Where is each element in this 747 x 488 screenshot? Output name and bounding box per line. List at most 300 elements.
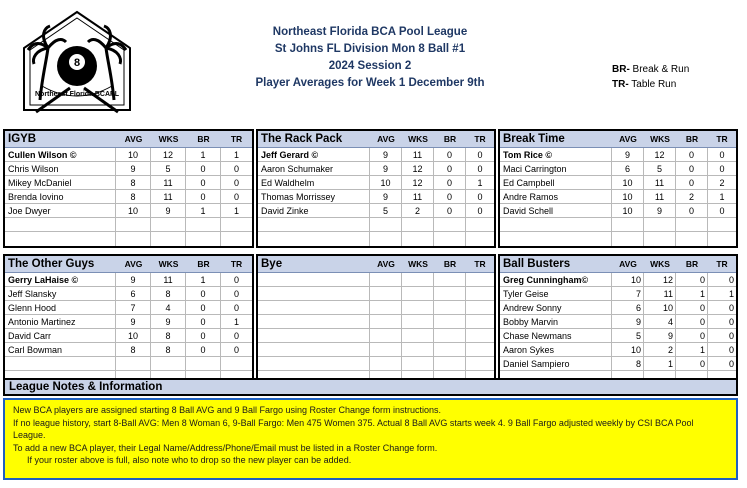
player-name [258, 218, 370, 231]
player-wks: 11 [644, 287, 676, 300]
player-br: 0 [676, 204, 708, 217]
player-wks: 12 [644, 273, 676, 286]
player-avg [612, 218, 644, 231]
team-header [258, 256, 494, 273]
player-row [500, 218, 736, 232]
player-avg: 9 [116, 273, 151, 286]
player-tr: 0 [233, 163, 239, 174]
player-avg: 10 [612, 190, 644, 203]
player-tr [221, 232, 252, 246]
player-wks: 8 [151, 343, 186, 356]
player-br [434, 232, 466, 246]
player-avg: 9 [612, 315, 644, 328]
player-wks: 11 [644, 190, 676, 203]
player-tr: 0 [477, 205, 483, 216]
player-name: Brenda Iovino [5, 190, 116, 203]
player-tr [466, 273, 494, 286]
player-br: 1 [186, 204, 221, 217]
title-line-session: 2024 Session 2 [328, 60, 412, 72]
player-name [500, 218, 612, 231]
player-avg [612, 232, 644, 246]
column-header: BR [685, 259, 699, 269]
player-tr: 0 [728, 330, 734, 341]
player-tr: 0 [719, 149, 725, 160]
player-tr [466, 301, 494, 314]
player-tr: 0 [728, 316, 734, 327]
player-row [5, 273, 252, 287]
player-wks [644, 232, 676, 246]
column-header: AVG [619, 259, 637, 269]
player-avg: 9 [370, 162, 402, 175]
player-row [500, 287, 736, 301]
player-name [5, 232, 116, 246]
player-avg [370, 357, 402, 370]
player-br: 1 [186, 148, 221, 161]
column-header: BR [685, 134, 699, 144]
player-name: Thomas Morrissey [258, 190, 370, 203]
player-wks: 8 [151, 287, 186, 300]
player-wks: 10 [644, 301, 676, 314]
title-line-division: St Johns FL Division Mon 8 Ball #1 [274, 43, 466, 55]
player-wks: 5 [644, 162, 676, 175]
player-name: Joe Dwyer [5, 204, 116, 217]
player-tr [221, 218, 252, 231]
player-wks: 2 [402, 204, 434, 217]
player-br: 0 [676, 148, 708, 161]
player-row [5, 162, 252, 176]
player-wks: 11 [151, 273, 186, 286]
player-avg: 8 [612, 357, 644, 370]
player-row [500, 301, 736, 315]
player-name: Carl Bowman [5, 343, 116, 356]
column-header: WKS [408, 134, 428, 144]
player-row [258, 176, 494, 190]
player-row [5, 218, 252, 232]
player-br [434, 287, 466, 300]
player-wks [402, 315, 434, 328]
player-avg: 10 [370, 176, 402, 189]
column-header: AVG [619, 134, 637, 144]
player-row [258, 343, 494, 357]
player-name: Gerry LaHaise © [5, 273, 116, 286]
team-name: The Other Guys [8, 258, 95, 270]
player-tr: 0 [477, 191, 483, 202]
player-name: Aaron Schumaker [258, 162, 370, 175]
team-header [500, 256, 736, 273]
player-name [258, 287, 370, 300]
player-name: Ed Waldhelm [258, 176, 370, 189]
player-name: Andre Ramos [500, 190, 612, 203]
player-wks [402, 343, 434, 356]
player-row [258, 148, 494, 162]
player-br [434, 357, 466, 370]
player-br: 0 [434, 148, 466, 161]
player-row [500, 273, 736, 287]
player-br [676, 232, 708, 246]
player-row [5, 357, 252, 371]
player-avg [370, 232, 402, 246]
logo-text: Northeast Florida BCAPL [34, 91, 120, 98]
player-br [186, 218, 221, 231]
player-avg [116, 218, 151, 231]
player-tr [708, 232, 736, 246]
player-tr: 1 [477, 177, 483, 188]
player-br [434, 343, 466, 356]
player-name [258, 357, 370, 370]
player-tr: 0 [233, 330, 239, 341]
player-row [258, 204, 494, 218]
player-avg: 5 [370, 204, 402, 217]
player-name: Bobby Marvin [500, 315, 612, 328]
player-row [5, 232, 252, 246]
player-tr [466, 343, 494, 356]
player-br: 0 [434, 162, 466, 175]
player-tr: 0 [233, 191, 239, 202]
player-wks [402, 329, 434, 342]
player-avg [116, 357, 151, 370]
player-row [5, 204, 252, 218]
player-br: 0 [186, 190, 221, 203]
legend-table-run: TR- Table Run [612, 79, 677, 90]
player-avg [370, 273, 402, 286]
player-br: 1 [676, 287, 708, 300]
player-br: 0 [676, 273, 708, 286]
player-br [186, 357, 221, 370]
player-br: 1 [676, 343, 708, 356]
team-table [498, 254, 738, 387]
player-row [500, 204, 736, 218]
player-row [500, 162, 736, 176]
column-header: TR [230, 134, 243, 144]
player-tr: 1 [233, 316, 239, 327]
team-header [5, 131, 252, 148]
page-header [0, 0, 747, 128]
player-tr [708, 218, 736, 231]
player-tr [466, 287, 494, 300]
player-name: Antonio Martinez [5, 315, 116, 328]
player-row [258, 232, 494, 246]
player-br: 0 [186, 287, 221, 300]
column-header: BR [197, 259, 210, 269]
player-avg: 8 [116, 190, 151, 203]
player-avg: 8 [116, 176, 151, 189]
player-br: 0 [676, 301, 708, 314]
player-avg [370, 329, 402, 342]
note-line: If your roster above is full, also note who to drop so the new player can be added. [27, 455, 352, 465]
team-table [3, 254, 254, 387]
note-line: New BCA players are assigned starting 8 Ball AVG and 9 Ball Fargo using Roster Change form instructions. [13, 405, 442, 415]
column-header: WKS [650, 134, 670, 144]
player-wks [151, 232, 186, 246]
column-header: AVG [124, 259, 143, 269]
player-wks [151, 357, 186, 370]
player-br [186, 232, 221, 246]
player-wks [402, 232, 434, 246]
player-tr [466, 329, 494, 342]
league-logo [18, 8, 136, 120]
player-avg: 10 [116, 148, 151, 161]
player-tr: 0 [728, 274, 734, 285]
player-tr: 1 [728, 288, 734, 299]
abbreviation-legend [612, 62, 689, 92]
player-name: Glenn Hood [5, 301, 116, 314]
column-header: TR [474, 259, 486, 269]
player-br: 0 [676, 357, 708, 370]
team-table [3, 129, 254, 248]
player-row [258, 357, 494, 371]
player-br: 0 [434, 190, 466, 203]
player-avg [370, 218, 402, 231]
player-wks: 11 [151, 176, 186, 189]
player-row [258, 315, 494, 329]
team-table [256, 254, 496, 387]
player-name: Tom Rice © [500, 148, 612, 161]
player-avg [370, 301, 402, 314]
team-name: Break Time [503, 133, 565, 145]
player-avg: 10 [612, 176, 644, 189]
player-name: David Zinke [258, 204, 370, 217]
column-header: TR [716, 259, 728, 269]
player-tr [466, 315, 494, 328]
player-wks [151, 218, 186, 231]
player-wks: 2 [644, 343, 676, 356]
player-row [500, 329, 736, 343]
player-br [434, 273, 466, 286]
player-name: Ed Campbell [500, 176, 612, 189]
player-name [258, 329, 370, 342]
team-table [498, 129, 738, 248]
player-avg: 6 [612, 301, 644, 314]
player-avg: 6 [612, 162, 644, 175]
player-name: Greg Cunningham© [500, 273, 612, 286]
player-avg: 9 [116, 315, 151, 328]
player-row [500, 148, 736, 162]
player-br: 0 [676, 315, 708, 328]
player-wks: 11 [402, 148, 434, 161]
player-row [500, 176, 736, 190]
player-row [258, 190, 494, 204]
player-avg [116, 232, 151, 246]
player-name: Jeff Slansky [5, 287, 116, 300]
player-row [258, 273, 494, 287]
player-wks: 12 [151, 148, 186, 161]
player-avg: 10 [612, 343, 644, 356]
player-br [434, 329, 466, 342]
player-name [258, 232, 370, 246]
player-name: Aaron Sykes [500, 343, 612, 356]
player-wks [402, 301, 434, 314]
player-avg: 8 [116, 343, 151, 356]
player-tr: 0 [728, 358, 734, 369]
column-header: BR [443, 259, 457, 269]
player-name: David Schell [500, 204, 612, 217]
player-name [5, 357, 116, 370]
player-wks: 9 [151, 204, 186, 217]
player-avg: 10 [116, 204, 151, 217]
team-table [256, 129, 496, 248]
player-tr [466, 357, 494, 370]
player-br: 0 [186, 162, 221, 175]
player-br: 1 [186, 273, 221, 286]
notes-heading: League Notes & Information [3, 378, 738, 396]
player-wks: 9 [644, 204, 676, 217]
player-br: 0 [186, 315, 221, 328]
team-name: IGYB [8, 133, 37, 145]
player-wks: 5 [151, 162, 186, 175]
player-avg: 9 [370, 190, 402, 203]
player-br: 0 [434, 204, 466, 217]
player-tr [221, 357, 252, 370]
player-tr: 0 [233, 344, 239, 355]
note-line: To add a new BCA player, their Legal Name/Address/Phone/Email must be listed in a Roster Change form. [13, 442, 438, 453]
player-name: Tyler Geise [500, 287, 612, 300]
player-tr: 0 [477, 163, 483, 174]
player-row [5, 176, 252, 190]
player-name: Andrew Sonny [500, 301, 612, 314]
legend-break-run: BR- Break & Run [612, 64, 690, 75]
player-br [676, 218, 708, 231]
player-wks: 1 [644, 357, 676, 370]
player-avg: 9 [612, 148, 644, 161]
player-tr: 0 [233, 274, 239, 285]
player-name [258, 343, 370, 356]
notes-body [3, 398, 738, 480]
player-br: 0 [186, 301, 221, 314]
column-header: AVG [124, 134, 143, 144]
player-avg [370, 287, 402, 300]
player-br: 0 [676, 329, 708, 342]
player-br: 0 [186, 176, 221, 189]
player-tr: 2 [719, 177, 725, 188]
column-header: WKS [650, 259, 670, 269]
report-title [190, 24, 550, 92]
player-br [434, 301, 466, 314]
player-row [258, 218, 494, 232]
player-name [258, 273, 370, 286]
player-name [500, 232, 612, 246]
column-header: BR [443, 134, 457, 144]
title-line-week: Player Averages for Week 1 December 9th [255, 77, 485, 89]
player-wks: 11 [644, 176, 676, 189]
player-name [258, 301, 370, 314]
player-wks [402, 357, 434, 370]
player-tr: 0 [477, 149, 483, 160]
player-br: 2 [676, 190, 708, 203]
team-name: Ball Busters [503, 258, 571, 270]
player-avg [370, 343, 402, 356]
player-avg: 7 [612, 287, 644, 300]
player-row [5, 287, 252, 301]
player-tr [466, 232, 494, 246]
player-row [5, 315, 252, 329]
column-header: WKS [408, 259, 428, 269]
player-avg: 7 [116, 301, 151, 314]
player-br [434, 218, 466, 231]
player-row [258, 287, 494, 301]
player-row [5, 148, 252, 162]
player-tr: 0 [233, 288, 239, 299]
player-tr: 0 [719, 205, 725, 216]
player-wks [644, 218, 676, 231]
title-line-league: Northeast Florida BCA Pool League [272, 26, 468, 38]
column-header: WKS [158, 259, 179, 269]
player-avg: 10 [116, 329, 151, 342]
team-name: The Rack Pack [261, 133, 343, 145]
player-row [258, 329, 494, 343]
player-name: Daniel Sampiero [500, 357, 612, 370]
column-header: WKS [158, 134, 179, 144]
player-name: David Carr [5, 329, 116, 342]
player-avg: 10 [612, 204, 644, 217]
player-br [434, 315, 466, 328]
player-wks [402, 287, 434, 300]
player-tr: 0 [728, 302, 734, 313]
player-wks: 12 [644, 148, 676, 161]
player-row [258, 301, 494, 315]
player-wks: 11 [402, 190, 434, 203]
player-avg [370, 315, 402, 328]
player-avg: 5 [612, 329, 644, 342]
player-tr: 0 [233, 302, 239, 313]
team-header [5, 256, 252, 273]
team-header [258, 131, 494, 148]
player-br: 0 [676, 176, 708, 189]
player-avg: 9 [116, 162, 151, 175]
player-wks: 11 [151, 190, 186, 203]
player-wks [402, 273, 434, 286]
player-name: Chris Wilson [5, 162, 116, 175]
player-tr: 0 [719, 163, 725, 174]
note-line: If no league history, start 8-Ball AVG: Men 8 Woman 6, 9-Ball Fargo: Men 475 Women 375. Actual 8 Ball AVG starts week 4. 9 Ball Fargo adjusted weekly by CSI BCA Pool League. [13, 417, 694, 440]
player-avg: 9 [370, 148, 402, 161]
player-row [5, 190, 252, 204]
player-name [5, 218, 116, 231]
player-br: 0 [186, 329, 221, 342]
player-tr: 0 [728, 344, 734, 355]
player-name: Jeff Gerard © [258, 148, 370, 161]
team-header [500, 131, 736, 148]
player-br: 0 [186, 343, 221, 356]
player-wks [402, 218, 434, 231]
player-br: 0 [676, 162, 708, 175]
player-row [500, 232, 736, 246]
column-header: TR [716, 134, 728, 144]
player-tr: 1 [233, 205, 239, 216]
player-avg: 6 [116, 287, 151, 300]
team-name: Bye [261, 258, 283, 270]
player-row [500, 315, 736, 329]
player-name: Chase Newmans [500, 329, 612, 342]
player-tr: 1 [719, 191, 725, 202]
player-wks: 9 [644, 329, 676, 342]
logo-ball-number: 8 [73, 57, 81, 69]
player-wks: 8 [151, 329, 186, 342]
player-br: 0 [434, 176, 466, 189]
player-tr: 0 [233, 177, 239, 188]
column-header: TR [474, 134, 486, 144]
player-row [258, 162, 494, 176]
player-row [5, 329, 252, 343]
player-avg: 10 [612, 273, 644, 286]
player-wks: 12 [402, 176, 434, 189]
column-header: AVG [377, 259, 395, 269]
player-row [500, 190, 736, 204]
player-row [5, 301, 252, 315]
player-wks: 4 [151, 301, 186, 314]
column-header: BR [197, 134, 210, 144]
player-tr [466, 218, 494, 231]
player-wks: 12 [402, 162, 434, 175]
